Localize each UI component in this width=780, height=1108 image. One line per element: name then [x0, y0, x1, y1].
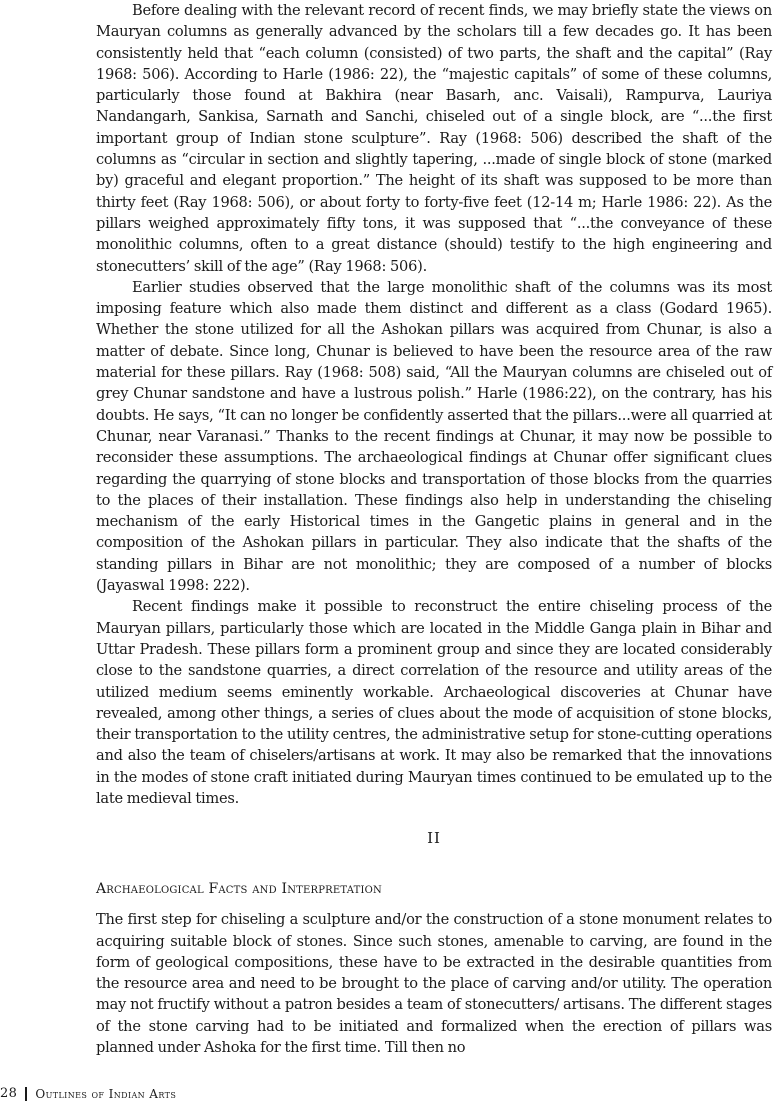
- page-number: 28: [0, 1086, 18, 1101]
- section-paragraph: The first step for chiseling a sculpture and/or the construction of a stone monument relates to acquiring suitable block of stones. Since such stones, amenable to carving, are found in the form of geological compositions, these have to be extracted in the desirable quantities from the resource area and need to be brought to the place of carving and/or utility. The operation may not fructify without a patron besides a team of stonecutters/ artisans. The different stages of the stone carving had to be initiated and formalized when the erection of pillars was planned under Ashoka for the first time. Till then no: [96, 911, 772, 1057]
- section-heading: Archaeological Facts and Interpretation: [96, 881, 382, 898]
- section-numeral: II: [427, 829, 441, 848]
- running-title: Outlines of Indian Arts: [35, 1086, 177, 1101]
- page-body: [96, 0, 772, 1058]
- paragraph-1: Before dealing with the relevant record of recent finds, we may briefly state the views on Mauryan columns as generally advanced by the scholars till a few decades go. It has been consistently held that “each column (consisted) of two parts, the shaft and the capital” (Ray 1968: 506). According to Harle (1986: 22), the “majestic capitals” of some of these columns, particularly those found at Bakhira (near Basarh, anc. Vaisali), Rampurva, Lauriya Nandangarh, Sankisa, Sarnath and Sanchi, chiseled out of a single block, are “...the first important group of Indian stone sculpture”. Ray (1968: 506) described the shaft of the columns as “circular in section and slightly tapering, ...made of single block of stone (marked by) graceful and elegant proportion.” The height of its shaft was supposed to be more than thirty feet (Ray 1968: 506), or about forty to forty-five feet (12-14 m; Harle 1986: 22). As the pillars weighed approximately fifty tons, it was supposed that “...the conveyance of these monolithic columns, often to a great distance (should) testify to the high engineering and stonecutters’ skill of the age” (Ray 1968: 506).: [96, 2, 772, 275]
- page-footer: [0, 1086, 176, 1101]
- footer-divider: [25, 1087, 27, 1101]
- paragraph-2: Earlier studies observed that the large monolithic shaft of the columns was its most imposing feature which also made them distinct and different as a class (Godard 1965). Whether the stone utilized for all the Ashokan pillars was acquired from Chunar, is also a matter of debate. Since long, Chunar is believed to have been the resource area of the raw material for these pillars. Ray (1968: 508) said, “All the Mauryan columns are chiseled out of grey Chunar sandstone and have a lustrous polish.” Harle (1986:22), on the contrary, has his doubts. He says, “It can no longer be confidently asserted that the pillars...were all quarried at Chunar, near Varanasi.” Thanks to the recent findings at Chunar, it may now be possible to reconsider these assumptions. The archaeological findings at Chunar offer significant clues regarding the quarrying of stone blocks and transportation of those blocks from the quarries to the places of their installation. These findings also help in understanding the chiseling mechanism of the early Historical times in the Gangetic plains in general and in the composition of the Ashokan pillars in particular. They also indicate that the shafts of the standing pillars in Bihar are not monolithic; they are composed of a number of blocks (Jayaswal 1998: 222).: [96, 278, 772, 595]
- paragraph-3: Recent findings make it possible to reconstruct the entire chiseling process of the Mauryan pillars, particularly those which are located in the Middle Ganga plain in Bihar and Uttar Pradesh. These pillars form a prominent group and since they are located considerably close to the sandstone quarries, a direct correlation of the resource and utility areas of the utilized medium seems eminently workable. Archaeological discoveries at Chunar have revealed, among other things, a series of clues about the mode of acquisition of stone blocks, their transportation to the utility centres, the administrative setup for stone-cutting operations and also the team of chiselers/artisans at work. It may also be remarked that the innovations in the modes of stone craft initiated during Mauryan times continued to be emulated up to the late medieval times.: [96, 598, 772, 807]
